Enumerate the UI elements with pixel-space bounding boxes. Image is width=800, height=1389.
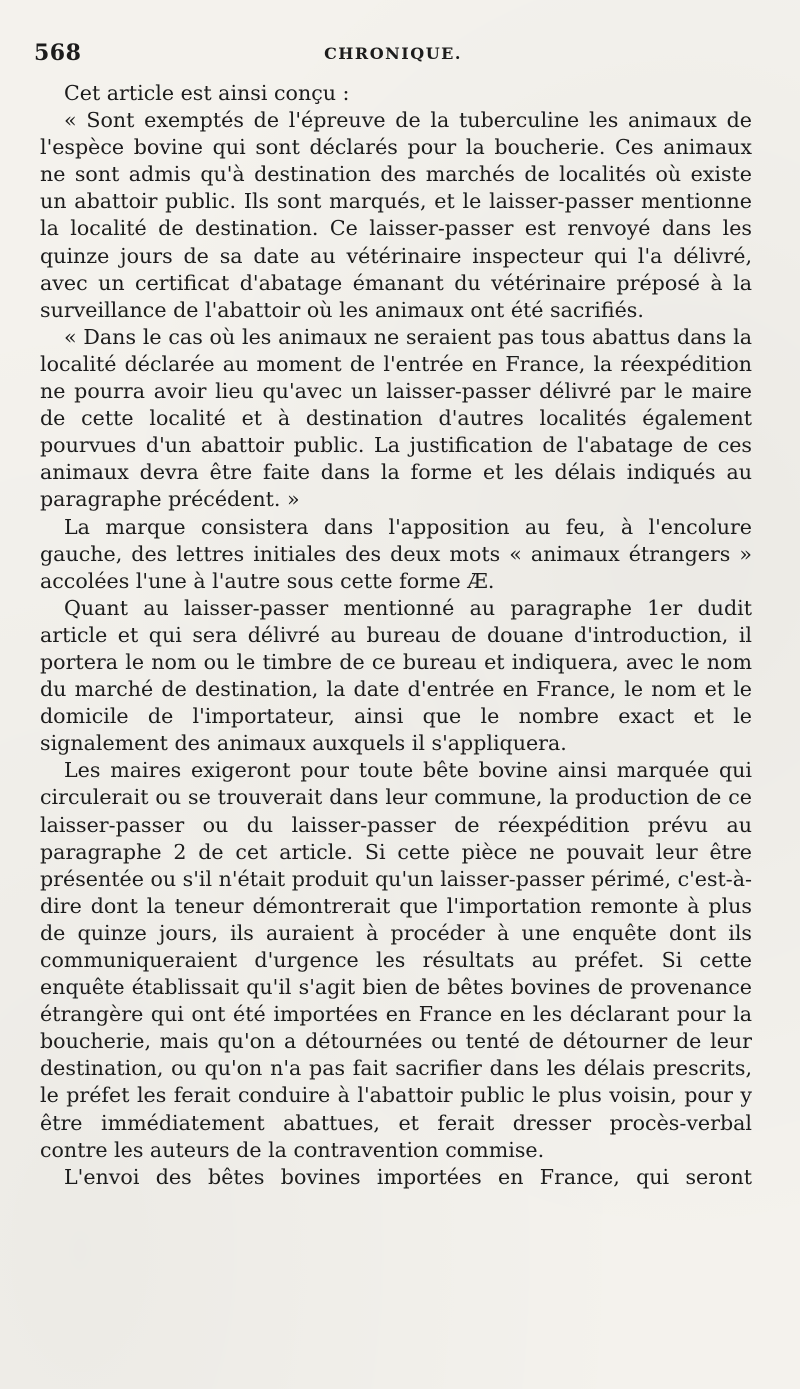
paragraph: Quant au laisser-passer mentionné au paragraphe 1er dudit article et qui sera délivré au bureau de douane d'introduction, il portera le nom ou le timbre de ce bureau et indiquera, avec le nom du marché de destination, la date d'entrée en France, le nom et le domicile de l'importateur, ainsi que le nombre exact et le signalement des animaux auxquels il s'appliquera. xyxy=(40,595,752,756)
running-head: CHRONIQUE. xyxy=(324,44,462,63)
page-number: 568 xyxy=(34,40,82,66)
paragraph: La marque consistera dans l'apposition au feu, à l'encolure gauche, des lettres initiales des deux mots « animaux étrangers » accolées l'une à l'autre sous cette forme Æ. xyxy=(40,514,752,593)
paragraph: Les maires exigeront pour toute bête bovine ainsi marquée qui circulerait ou se trouverait dans leur commune, la production de ce laisser-passer ou du laisser-passer de réexpédition prévu au paragraphe 2 de cet article. Si cette pièce ne pouvait leur être présentée ou s'il n'était produit qu'un laisser-passer périmé, c'est-à-dire dont la teneur démontrerait que l'importation remonte à plus de quinze jours, ils auraient à procéder à une enquête dont ils communiqueraient d'urgence les résultats au préfet. Si cette enquête établissait qu'il s'agit bien de bêtes bovines de provenance étrangère qui ont été importées en France en les déclarant pour la boucherie, mais qu'on a détournées ou tenté de détourner de leur destination, ou qu'on n'a pas fait sacrifier dans les délais prescrits, le préfet les ferait conduire à l'abattoir public le plus voisin, pour y être immédiatement abattues, et ferait dresser procès-verbal contre les auteurs de la contravention commise. xyxy=(40,758,752,1162)
paragraph: Cet article est ainsi conçu : xyxy=(64,81,350,105)
paragraph: « Sont exemptés de l'épreuve de la tuberculine les animaux de l'espèce bovine qui sont déclarés pour la boucherie. Ces animaux ne sont admis qu'à destination des marchés de localités où existe un abattoir public. Ils sont marqués, et le laisser-passer mentionne la localité de destination. Ce laisser-passer est renvoyé dans les quinze jours de sa date au vétérinaire inspecteur qui l'a délivré, avec un certificat d'abatage émanant du vétérinaire préposé à la surveillance de l'abattoir où les animaux ont été sacrifiés. xyxy=(40,108,752,322)
page-header xyxy=(34,40,752,70)
paragraph: L'envoi des bêtes bovines importées en France, qui seront xyxy=(64,1164,752,1189)
paragraph: « Dans le cas où les animaux ne seraient pas tous abattus dans la localité déclarée au moment de l'entrée en France, la réexpédition ne pourra avoir lieu qu'avec un laisser-passer délivré par le maire de cette localité et à destination d'autres localités également pourvues d'un abattoir public. La justification de l'abatage de ces animaux devra être faite dans la forme et les délais indiqués au paragraphe précédent. » xyxy=(40,324,752,512)
body-text xyxy=(40,80,752,1191)
